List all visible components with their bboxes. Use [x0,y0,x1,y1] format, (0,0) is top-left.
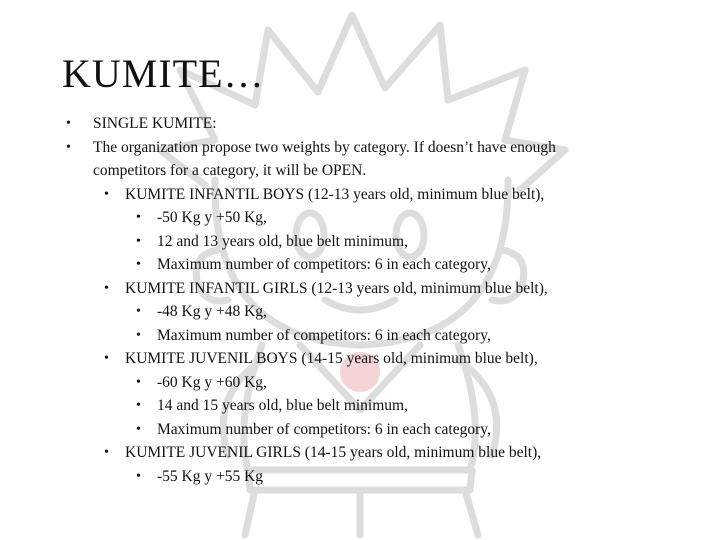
detail-text: -50 Kg y +50 Kg, [157,209,267,226]
detail-juvenil-girls-weights [0,465,720,489]
bullet-glyph: • [136,468,141,484]
bullet-glyph: • [136,374,141,390]
detail-infantil-boys-age [0,230,720,254]
bullet-glyph: • [104,186,109,202]
slide-body [0,112,720,488]
detail-juvenil-boys-weights [0,371,720,395]
detail-text: 12 and 13 years old, blue belt minimum, [157,232,408,250]
category-juvenil-girls [0,441,720,465]
bullet-glyph: • [104,445,109,460]
bullet-glyph: • [136,257,141,272]
category-text: KUMITE INFANTIL BOYS (12-13 years old, minimum blue belt), [125,185,545,203]
bullet-glyph: • [104,280,109,296]
detail-text: Maximum number of competitors: 6 in each category, [157,326,491,344]
detail-juvenil-boys-max [0,418,720,442]
detail-text: Maximum number of competitors: 6 in each category, [157,420,491,438]
bullet-glyph: • [66,116,71,131]
detail-juvenil-boys-age [0,394,720,418]
bullet-single-kumite [0,112,720,136]
category-text: KUMITE INFANTIL GIRLS (12-13 years old, minimum blue belt), [125,279,548,297]
category-infantil-boys [0,183,720,207]
detail-infantil-girls-max [0,324,720,348]
bullet-glyph: • [66,139,71,155]
bullet-glyph: • [136,327,141,343]
detail-infantil-girls-weights [0,300,720,324]
bullet-organization-note [0,136,720,160]
bullet-glyph: • [136,233,141,249]
bullet-glyph: • [136,210,141,225]
bullet-glyph: • [104,351,109,366]
category-text: KUMITE JUVENIL BOYS (14-15 years old, minimum blue belt), [125,350,538,367]
detail-text: -60 Kg y +60 Kg, [157,373,267,391]
bullet-text: The organization propose two weights by category. If doesn’t have enough [93,138,556,156]
category-text: KUMITE JUVENIL GIRLS (14-15 years old, minimum blue belt), [125,444,542,461]
detail-text: -55 Kg y +55 Kg [157,467,264,485]
detail-text: -48 Kg y +48 Kg, [157,303,267,320]
bullet-glyph: • [136,304,141,319]
detail-text: 14 and 15 years old, blue belt minimum, [157,397,408,414]
bullet-glyph: • [136,398,141,413]
detail-text: Maximum number of competitors: 6 in each category, [157,256,491,273]
bullet-text: SINGLE KUMITE: [93,115,217,132]
bullet-text: competitors for a category, it will be OPEN. [93,162,367,179]
bullet-glyph: • [136,421,141,437]
detail-infantil-boys-max [0,253,720,277]
category-infantil-girls [0,277,720,301]
slide-title: KUMITE… [62,51,265,96]
category-juvenil-boys [0,347,720,371]
detail-infantil-boys-weights [0,206,720,230]
bullet-organization-note-continued [0,159,720,183]
